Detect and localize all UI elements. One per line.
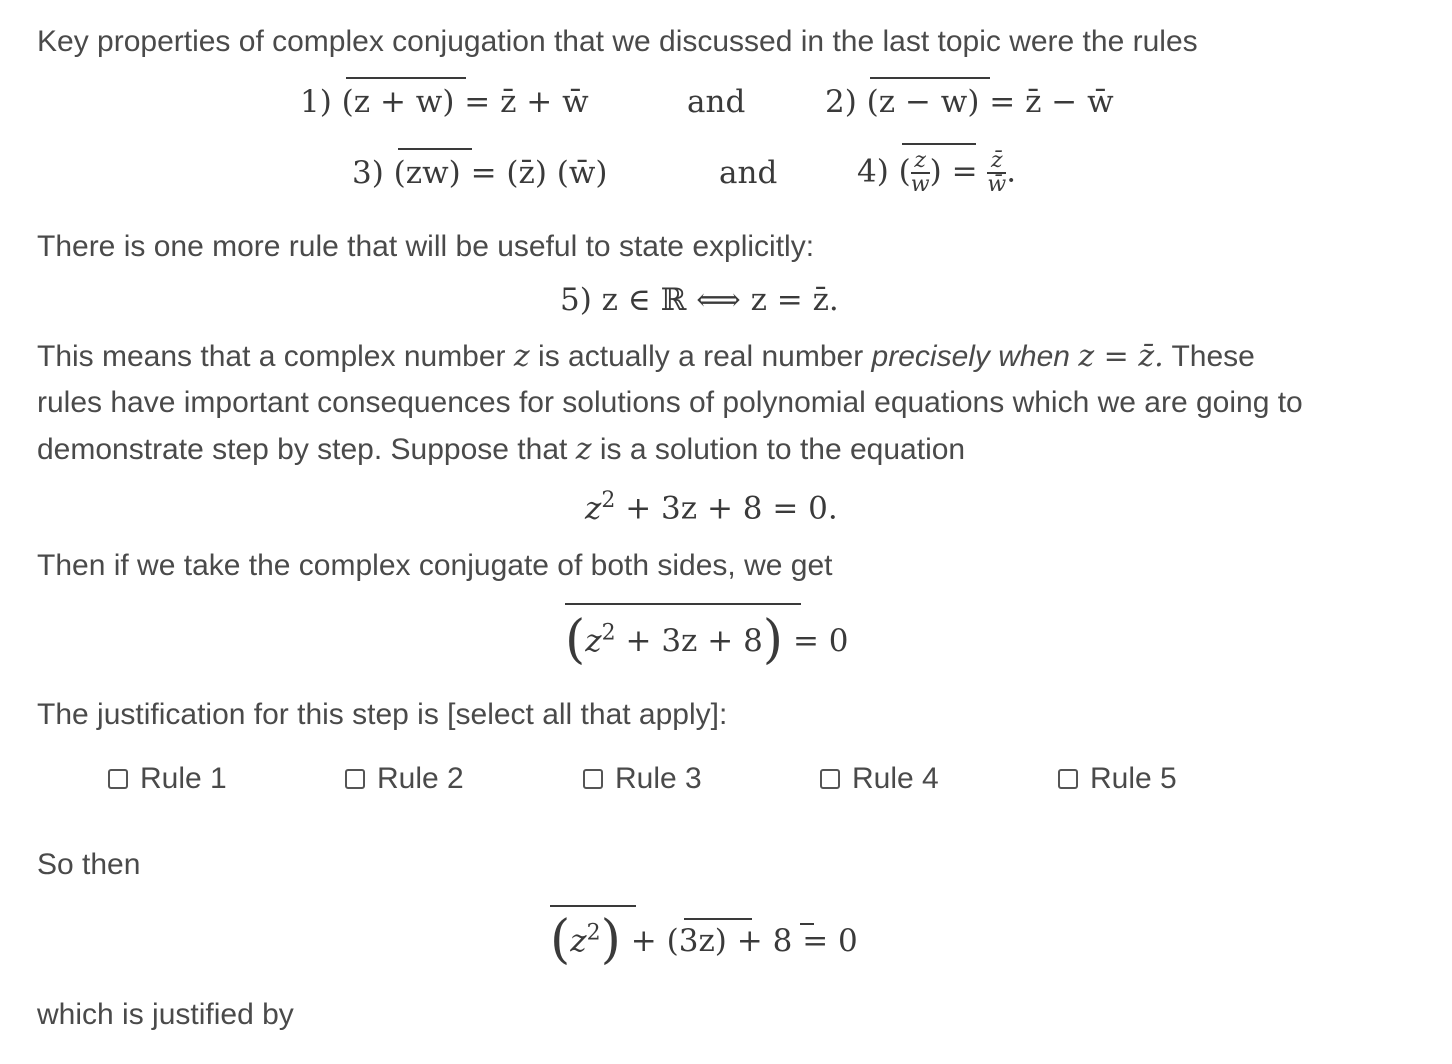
option-rule-5[interactable]: Rule 5: [1058, 762, 1177, 796]
checkbox-rule-2[interactable]: [345, 769, 365, 789]
conjugate-text: Then if we take the complex conjugate of both sides, we get: [37, 549, 833, 582]
option-rule-3[interactable]: Rule 3: [583, 762, 702, 796]
justified-by-text: which is justified by: [37, 998, 294, 1031]
overline-z2: [550, 905, 636, 907]
overline-r1: [346, 77, 466, 79]
rule-5: 5) z ∈ ℝ ⟺ z = z̄.: [560, 282, 839, 318]
checkbox-rule-3[interactable]: [583, 769, 603, 789]
more-rule-text: There is one more rule that will be useful to state explicitly:: [37, 230, 815, 263]
rule-2: 2) (z − w) = z̄ − w̄: [825, 84, 1114, 120]
intro-text: Key properties of complex conjugation that we discussed in the last topic were the rules: [37, 25, 1198, 58]
paragraph-line-3: demonstrate step by step. Suppose that z is a solution to the equation: [37, 432, 966, 467]
and-2: and: [719, 155, 778, 191]
and-1: and: [687, 84, 746, 120]
option-rule-2[interactable]: Rule 2: [345, 762, 464, 796]
equation-1: $z^2 + 3z + 8 = 0$.: [585, 488, 838, 527]
option-rule-1[interactable]: Rule 1: [108, 762, 227, 796]
checkbox-rule-4[interactable]: [820, 769, 840, 789]
rule-3: 3) (zw) = (z̄) (w̄): [352, 155, 608, 191]
equation-3: $(z^2) + (3z) + 8 = 0$: [550, 910, 858, 970]
checkbox-rule-1[interactable]: [108, 769, 128, 789]
overline-r2: [870, 77, 990, 79]
so-then-text: So then: [37, 848, 141, 881]
equation-2: $(z^2 + 3z + 8) = 0$: [565, 610, 849, 670]
rule-1: 1) (z + w) = z̄ + w̄: [300, 84, 589, 120]
option-rule-4[interactable]: Rule 4: [820, 762, 939, 796]
paragraph-line-2: rules have important consequences for solutions of polynomial equations which we are going to: [37, 386, 1303, 419]
overline-eq2: [565, 603, 801, 605]
paragraph-line-1: This means that a complex number z is actually a real number precisely when z = z̄. These: [37, 339, 1255, 374]
justify-prompt: The justification for this step is [select all that apply]:: [37, 698, 728, 731]
rule-4: 4) ( $\frac{z}{w}$ ) = $\frac{z̄}{w̄}$ .: [857, 148, 1017, 197]
checkbox-rule-5[interactable]: [1058, 769, 1078, 789]
overline-r4: [902, 143, 976, 145]
overline-r3: [398, 148, 472, 150]
